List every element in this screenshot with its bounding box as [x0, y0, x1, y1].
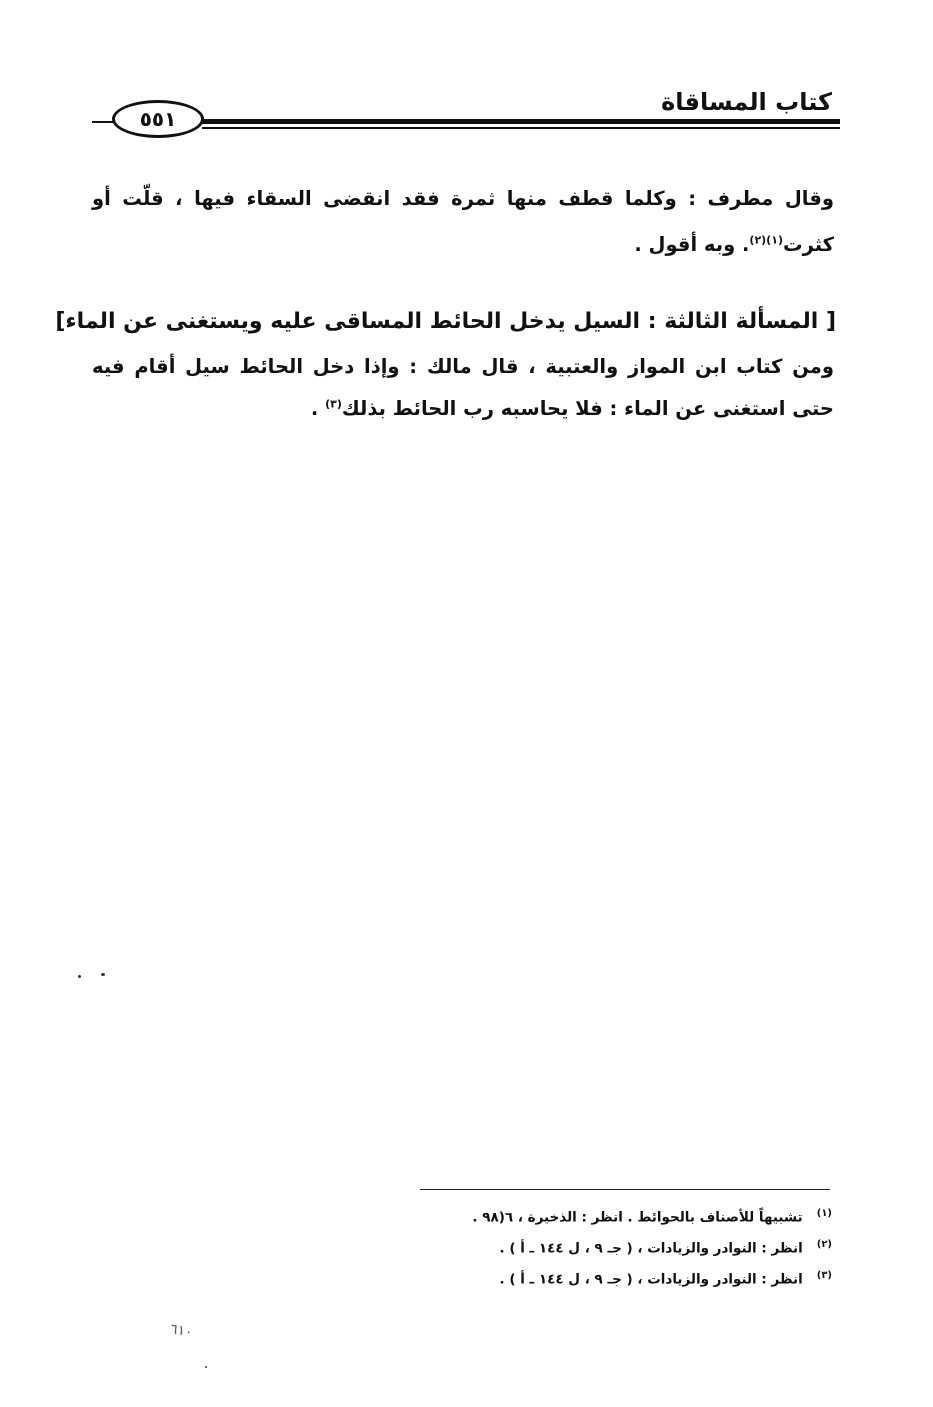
scan-speck	[101, 973, 105, 976]
paragraph-tail: . وبه أقول .	[634, 233, 750, 256]
paragraph-text: ومن كتاب ابن المواز والعتبية ، قال مالك : وإذا دخل الحائط سيل أقام فيه حتى استغنى عن الماء : فلا يحاسبه رب الحائط بذلك	[92, 355, 834, 420]
footnote-separator	[420, 1189, 830, 1190]
footnote-1	[420, 1198, 832, 1229]
page-number: ٥٥١	[139, 107, 177, 131]
header-rule-thin	[202, 127, 840, 129]
paragraph-mutarrif	[92, 176, 834, 268]
running-header	[92, 86, 840, 136]
book-title: كتاب المساقاة	[661, 88, 832, 116]
section-heading: [ المسألة الثالثة : السيل يدخل الحائط المساقى عليه ويستغنى عن الماء]	[55, 309, 836, 334]
footnotes	[420, 1198, 832, 1291]
footnote-2	[420, 1229, 832, 1260]
footnote-mark: (١)	[816, 1208, 832, 1219]
footnote-ref: (١)(٢)	[749, 233, 783, 247]
page-number-frame	[112, 100, 204, 138]
scan-speck	[78, 975, 81, 978]
footnote-mark: (٢)	[816, 1239, 832, 1250]
paragraph-text: وقال مطرف : وكلما قطف منها ثمرة فقد انقضى السقاء فيها ، قلّت أو كثرت	[92, 187, 834, 256]
footnote-text: تشبيهاً للأصناف بالحوائط . انظر : الذخيرة ، ٦(٩٨ .	[472, 1209, 803, 1226]
margin-note: ٦١٠	[168, 1321, 194, 1341]
footnote-text: انظر : النوادر والزيادات ، ( جـ ٩ ، ل ١٤٤ ـ أ ) .	[499, 1240, 803, 1257]
scan-speck	[205, 1366, 207, 1368]
paragraph-ibn-al-mawaz	[92, 346, 834, 430]
footnote-3	[420, 1260, 832, 1291]
footnote-text: انظر : النوادر والزيادات ، ( جـ ٩ ، ل ١٤٤ ـ أ ) .	[499, 1271, 803, 1288]
footnote-ref: (٣)	[325, 397, 342, 411]
header-rule-thick	[202, 119, 840, 124]
paragraph-tail: .	[310, 397, 326, 420]
footnote-mark: (٣)	[816, 1270, 832, 1281]
